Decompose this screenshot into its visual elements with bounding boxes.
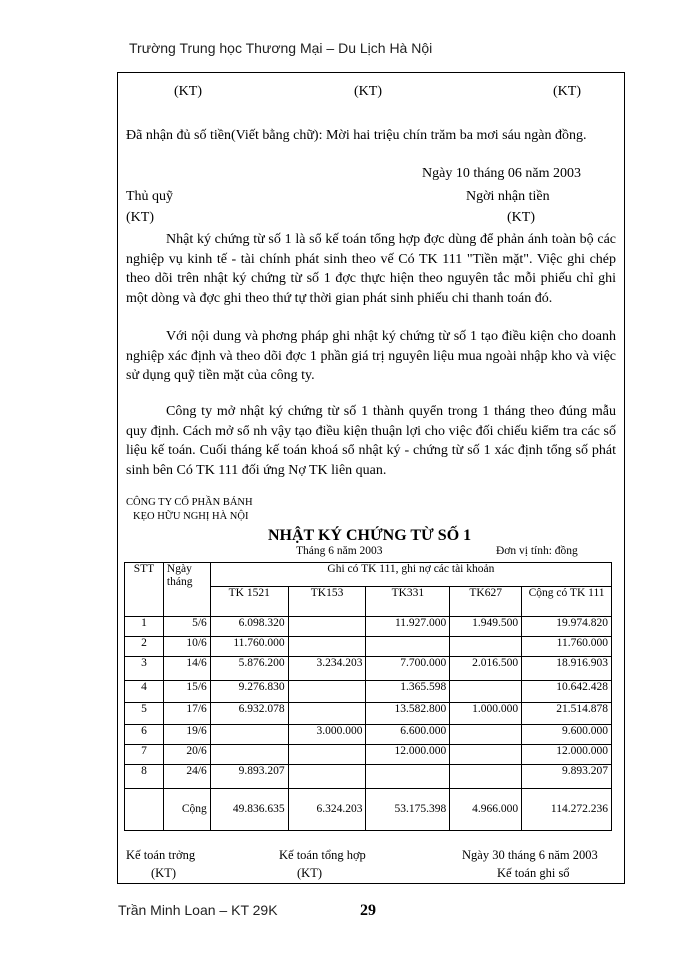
header-tk153: TK153 xyxy=(288,587,366,617)
header-date: Ngày tháng xyxy=(163,563,210,617)
general-accountant-kt: (KT) xyxy=(297,866,322,880)
cell-tk331: 11.927.000 xyxy=(366,617,450,637)
cell-tk627: 2.016.500 xyxy=(450,657,522,681)
cell-stt: 8 xyxy=(125,765,164,789)
table-row xyxy=(125,657,612,681)
cell-tk1521: 6.932.078 xyxy=(210,703,288,725)
table-row xyxy=(125,681,612,703)
company-name-line1: CÔNG TY CỔ PHẦN BÁNH xyxy=(126,497,253,508)
paragraph-2 xyxy=(126,327,616,386)
journal-unit: Đơn vị tính: đồng xyxy=(496,545,578,557)
total-tk331: 53.175.398 xyxy=(366,789,450,831)
table-header-row xyxy=(125,563,612,587)
cell-tk627 xyxy=(450,681,522,703)
cell-tk153 xyxy=(288,745,366,765)
cell-date: 24/6 xyxy=(163,765,210,789)
table-row xyxy=(125,725,612,745)
cell-date: 19/6 xyxy=(163,725,210,745)
received-amount-text: Đã nhận đủ số tiền(Viết bằng chữ): Mời hai triệu chín trăm ba mơi sáu ngàn đồng. xyxy=(126,128,587,143)
cell-tk153: 3.000.000 xyxy=(288,725,366,745)
cell-tk153 xyxy=(288,637,366,657)
cell-tk331: 12.000.000 xyxy=(366,745,450,765)
cell-tk627 xyxy=(450,637,522,657)
cell-total: 9.600.000 xyxy=(522,725,612,745)
table-total-row xyxy=(125,789,612,831)
table-row xyxy=(125,703,612,725)
cell-total: 12.000.000 xyxy=(522,745,612,765)
journal-table xyxy=(124,562,612,831)
cell-total: 9.893.207 xyxy=(522,765,612,789)
table-row xyxy=(125,745,612,765)
cell-stt: 3 xyxy=(125,657,164,681)
cell-total: 21.514.878 xyxy=(522,703,612,725)
total-tk1521: 49.836.635 xyxy=(210,789,288,831)
cell-stt: 6 xyxy=(125,725,164,745)
total-tk153: 6.324.203 xyxy=(288,789,366,831)
cashier-kt: (KT) xyxy=(126,210,154,225)
cell-date: 5/6 xyxy=(163,617,210,637)
signature-kt-2: (KT) xyxy=(354,84,382,99)
general-accountant-label: Kế toán tổng hợp xyxy=(279,848,366,862)
header-tk627: TK627 xyxy=(450,587,522,617)
cell-total: 19.974.820 xyxy=(522,617,612,637)
company-name-line2: KẸO HỮU NGHỊ HÀ NỘI xyxy=(133,511,249,522)
cell-tk153: 3.234.203 xyxy=(288,657,366,681)
journal-month: Tháng 6 năm 2003 xyxy=(296,545,383,557)
cell-total: 18.916.903 xyxy=(522,657,612,681)
cell-date: 14/6 xyxy=(163,657,210,681)
header-tk331: TK331 xyxy=(366,587,450,617)
cell-stt xyxy=(125,789,164,831)
cell-stt: 1 xyxy=(125,617,164,637)
cell-tk1521: 5.876.200 xyxy=(210,657,288,681)
cell-date: 15/6 xyxy=(163,681,210,703)
cell-tk153 xyxy=(288,617,366,637)
cell-tk627: 1.000.000 xyxy=(450,703,522,725)
header-stt: STT xyxy=(125,563,164,617)
cell-tk331: 13.582.800 xyxy=(366,703,450,725)
cell-total: 11.760.000 xyxy=(522,637,612,657)
signature-kt-3: (KT) xyxy=(553,84,581,99)
cell-stt: 7 xyxy=(125,745,164,765)
cell-tk1521: 6.098.320 xyxy=(210,617,288,637)
table-row xyxy=(125,617,612,637)
total-tk627: 4.966.000 xyxy=(450,789,522,831)
paragraph-1-text: Nhật ký chứng từ số 1 là sổ kế toán tổng hợp đợc dùng để phản ánh toàn bộ các nghiệp vụ kinh tế - tài chính phát sinh theo vế Có TK 111 "Tiền mặt". Việc ghi chép theo dõi trên nhật ký chứng từ số 1 đợc thực hiện theo nguyên tắc mỗi phiếu chỉ ghi một dòng và đợc ghi theo thứ tự thời gian phát sinh phiếu chi thanh toán đó. xyxy=(126,232,616,306)
cell-tk627 xyxy=(450,765,522,789)
page-number: 29 xyxy=(360,902,376,919)
cell-tk1521: 9.276.830 xyxy=(210,681,288,703)
recorder-label: Kế toán ghi sổ xyxy=(497,866,570,880)
paragraph-3 xyxy=(126,402,616,480)
cell-date: 10/6 xyxy=(163,637,210,657)
signature-kt-1: (KT) xyxy=(174,84,202,99)
footer-author: Trần Minh Loan – KT 29K xyxy=(118,902,278,918)
cell-tk1521 xyxy=(210,745,288,765)
cell-date: 17/6 xyxy=(163,703,210,725)
receiver-label: Ngời nhận tiền xyxy=(466,189,550,204)
cell-tk1521: 11.760.000 xyxy=(210,637,288,657)
cell-stt: 4 xyxy=(125,681,164,703)
page-header: Trường Trung học Thương Mại – Du Lịch Hà Nội xyxy=(129,40,433,56)
table-row xyxy=(125,637,612,657)
cell-tk627 xyxy=(450,745,522,765)
cell-tk153 xyxy=(288,703,366,725)
receiver-kt: (KT) xyxy=(507,210,535,225)
cell-tk331: 1.365.598 xyxy=(366,681,450,703)
cell-tk331: 7.700.000 xyxy=(366,657,450,681)
cell-stt: 5 xyxy=(125,703,164,725)
table-row xyxy=(125,765,612,789)
journal-title: NHẬT KÝ CHỨNG TỪ SỐ 1 xyxy=(268,527,472,544)
chief-accountant-kt: (KT) xyxy=(151,866,176,880)
header-total: Cộng có TK 111 xyxy=(522,587,612,617)
cell-tk331 xyxy=(366,765,450,789)
total-sum: 114.272.236 xyxy=(522,789,612,831)
cell-tk1521 xyxy=(210,725,288,745)
cell-tk627: 1.949.500 xyxy=(450,617,522,637)
cell-tk153 xyxy=(288,681,366,703)
header-group: Ghi có TK 111, ghi nợ các tài khoản xyxy=(210,563,611,587)
total-label: Cộng xyxy=(163,789,210,831)
cell-tk153 xyxy=(288,765,366,789)
journal-date: Ngày 30 tháng 6 năm 2003 xyxy=(462,848,598,862)
header-tk1521: TK 1521 xyxy=(210,587,288,617)
cell-tk331 xyxy=(366,637,450,657)
cashier-label: Thủ quỹ xyxy=(126,189,174,204)
cell-total: 10.642.428 xyxy=(522,681,612,703)
paragraph-2-text: Với nội dung và phơng pháp ghi nhật ký chứng từ số 1 tạo điều kiện cho doanh nghiệp xác định và theo dõi đợc 1 phần giá trị nguyên liệu mua ngoài nhập kho và việc sử dụng quỹ tiền mặt của công ty. xyxy=(126,329,616,383)
cell-tk627 xyxy=(450,725,522,745)
cell-tk331: 6.600.000 xyxy=(366,725,450,745)
paragraph-1 xyxy=(126,230,616,308)
receipt-date: Ngày 10 tháng 06 năm 2003 xyxy=(422,166,582,181)
cell-stt: 2 xyxy=(125,637,164,657)
paragraph-3-text: Công ty mở nhật ký chứng từ số 1 thành quyển trong 1 tháng theo đúng mẫu quy định. Cách mở sổ nh vậy tạo điều kiện thuận lợi cho việc đối chiếu kiểm tra các số liệu kế toán. Cuối tháng kế toán khoá sổ nhật ký - chứng từ số 1 xác định tổng số phát sinh bên Có TK 111 đối ứng Nợ TK liên quan. xyxy=(126,404,616,478)
cell-tk1521: 9.893.207 xyxy=(210,765,288,789)
chief-accountant-label: Kế toán trởng xyxy=(126,848,196,862)
cell-date: 20/6 xyxy=(163,745,210,765)
